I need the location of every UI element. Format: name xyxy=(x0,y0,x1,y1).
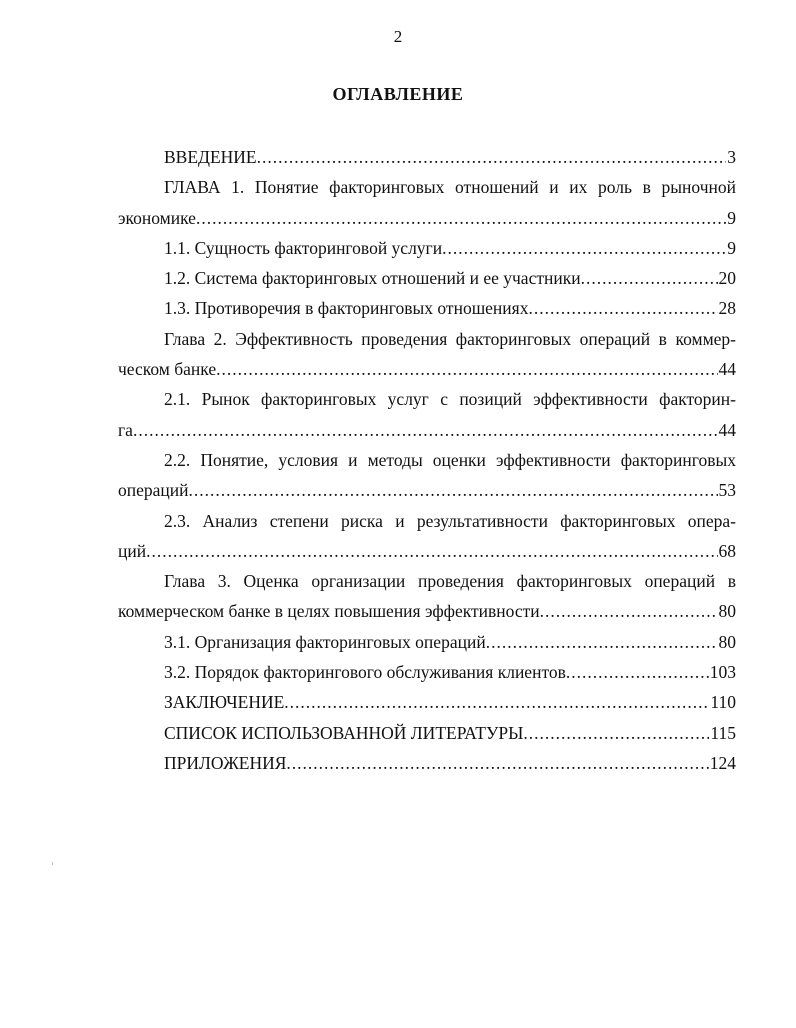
toc-leader-dots xyxy=(540,596,718,626)
toc-entry-title: ций xyxy=(118,540,147,561)
toc-entry xyxy=(118,748,736,778)
toc-entry-title: ПРИЛОЖЕНИЯ xyxy=(164,752,287,773)
toc-page-number: 110 xyxy=(710,692,736,713)
toc-entry xyxy=(118,293,736,323)
toc-entry xyxy=(118,687,736,717)
toc-entry-title: га xyxy=(118,419,133,440)
toc-leader-dots xyxy=(284,687,709,717)
toc-page-number: 124 xyxy=(709,752,736,773)
toc-entry xyxy=(118,536,736,566)
toc-entry-title: ческом банке xyxy=(118,359,217,380)
toc-page-number: 44 xyxy=(718,359,736,380)
toc-leader-dots xyxy=(442,233,726,263)
toc-entry-title: 1.2. Система факторинговых отношений и ее участники xyxy=(164,268,581,289)
toc-page-number: 53 xyxy=(718,480,736,501)
toc-title: ОГЛАВЛЕНИЕ xyxy=(332,84,464,104)
toc-leader-dots xyxy=(528,293,717,323)
toc-leader-dots xyxy=(581,263,718,293)
toc-page-number: 44 xyxy=(718,419,736,440)
toc-page-number: 103 xyxy=(709,662,736,683)
toc-leader-dots xyxy=(133,415,718,445)
toc-entry-line: 2.3. Анализ степени риска и результативности факторинговых опера- xyxy=(164,510,736,531)
toc-entry xyxy=(118,475,736,505)
toc-entry-line: 2.2. Понятие, условия и методы оценки эффективности факторинговых xyxy=(164,449,736,470)
toc-entry-title: 3.2. Порядок факторингового обслуживания клиентов xyxy=(164,662,566,683)
toc-entry-title: 1.1. Сущность факторинговой услуги xyxy=(164,237,443,258)
toc-entry xyxy=(118,657,736,687)
toc-entry-title: ЗАКЛЮЧЕНИЕ xyxy=(164,692,285,713)
toc-leader-dots xyxy=(286,748,708,778)
page-number: 2 xyxy=(393,27,403,46)
toc-page-number: 9 xyxy=(727,237,736,258)
toc-page-number: 3 xyxy=(727,147,736,167)
toc-leader-dots xyxy=(196,203,726,233)
toc-leader-dots xyxy=(257,142,727,172)
toc-leader-dots xyxy=(523,718,709,748)
toc-page-number: 28 xyxy=(718,298,736,319)
toc-entry-line: 2.1. Рынок факторинговых услуг с позиций эффективности факторин- xyxy=(164,389,736,410)
toc-entry-title: 3.1. Организация факторинговых операций xyxy=(164,631,486,652)
toc-leader-dots xyxy=(146,536,717,566)
toc-entry xyxy=(118,263,736,293)
toc-entry xyxy=(118,354,736,384)
toc-page-number: 20 xyxy=(718,268,736,289)
toc-entry-title: СПИСОК ИСПОЛЬЗОВАННОЙ ЛИТЕРАТУРЫ xyxy=(164,722,524,743)
toc-entry-title: экономике xyxy=(118,207,196,228)
toc-entry xyxy=(118,596,736,626)
toc-leader-dots xyxy=(216,354,717,384)
toc-entry-line: ГЛАВА 1. Понятие факторинговых отношений и их роль в рыночной xyxy=(164,177,736,198)
toc-entry-title: 1.3. Противоречия в факторинговых отношениях xyxy=(164,298,529,319)
toc-page-number: 80 xyxy=(718,601,736,622)
toc-entry-line: Глава 3. Оценка организации проведения факторинговых операций в xyxy=(164,571,736,592)
toc-page-number: 80 xyxy=(718,631,736,652)
toc-leader-dots xyxy=(566,657,709,687)
toc-page-number: 9 xyxy=(727,207,736,228)
toc-entry xyxy=(118,203,736,233)
toc-entry-title: ВВЕДЕНИЕ xyxy=(164,147,257,167)
table-of-contents xyxy=(118,142,736,778)
toc-entry xyxy=(118,142,736,172)
toc-entry-line: Глава 2. Эффективность проведения факторинговых операций в коммер- xyxy=(164,328,736,349)
toc-entry xyxy=(118,627,736,657)
toc-entry-title: коммерческом банке в целях повышения эффективности xyxy=(118,601,540,622)
scan-speck xyxy=(52,862,53,865)
toc-entry xyxy=(118,233,736,263)
toc-entry-title: операций xyxy=(118,480,189,501)
toc-leader-dots xyxy=(189,475,718,505)
toc-page-number: 115 xyxy=(710,722,736,743)
toc-entry xyxy=(118,718,736,748)
toc-leader-dots xyxy=(486,627,718,657)
toc-entry xyxy=(118,415,736,445)
toc-page-number: 68 xyxy=(718,540,736,561)
